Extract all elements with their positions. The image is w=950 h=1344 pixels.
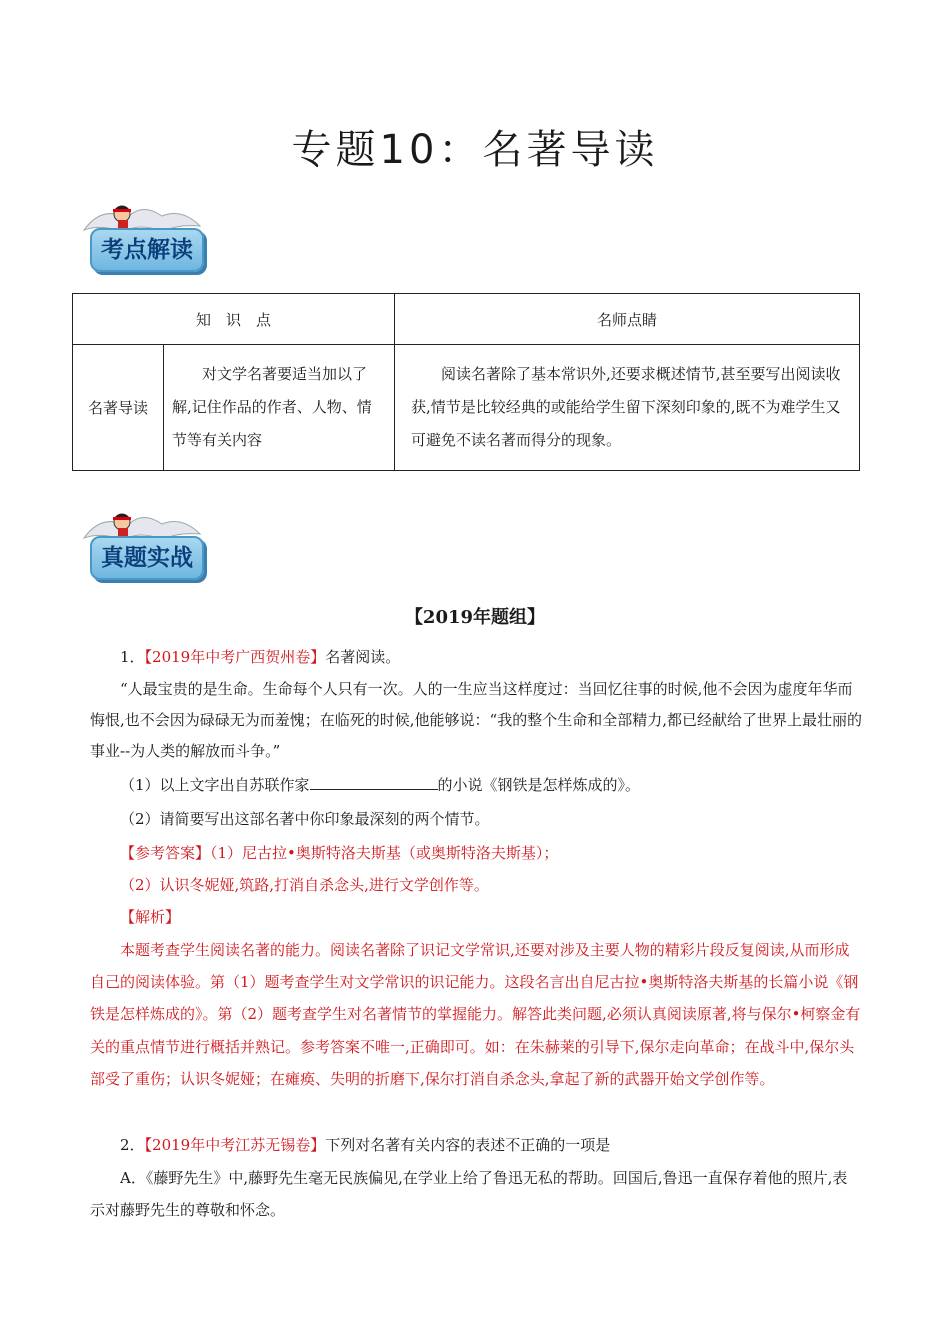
badge-label: 真题实战: [101, 544, 193, 571]
section-badge-zhenti: [82, 508, 207, 588]
row-label: 名著导读: [73, 345, 164, 471]
analysis-text: 本题考查学生阅读名著的能力。阅读名著除了识记文学常识,还要对涉及主要人物的精彩片段反复阅读,从而形成自己的阅读体验。第（1）题考查学生对文学常识的识记能力。这段名言出自尼古拉•奥斯特洛夫斯基的长篇小说《钢铁是怎样炼成的》。第（2）题考查学生对名著情节的掌握能力。解答此类问题,必须认真阅读原著,将与保尔•柯察金有关的重点情节进行概括并熟记。参考答案不唯一,正确即可。如：在朱赫莱的引导下,保尔走向革命；在战斗中,保尔头部受了重伤；认识冬妮娅；在瘫痪、失明的折磨下,保尔打消自杀念头,拿起了新的武器开始文学创作等。: [90, 941, 861, 1088]
badge-label: 考点解读: [101, 236, 193, 263]
question-prompt: 名著阅读。: [325, 648, 401, 666]
sub1-text: （1）以上文字出自苏联作家: [120, 776, 310, 794]
question-number: 1．: [120, 648, 145, 666]
analysis-label: 【解析】: [120, 908, 181, 926]
knowledge-cell: [164, 345, 395, 471]
answer-1: [120, 838, 862, 868]
question-1-sub2: （2）请简要写出这部名著中你印象最深刻的两个情节。: [120, 810, 490, 828]
tip-cell: [395, 345, 860, 471]
table-header-tip: 名师点睛: [395, 294, 860, 345]
knowledge-text: 对文学名著要适当加以了解,记住作品的作者、人物、情节等有关内容: [172, 365, 372, 449]
question-source: 【2019年中考江苏无锡卷】: [144, 1136, 326, 1154]
answer-label: 【参考答案】: [120, 844, 211, 862]
answer-text: （1）尼古拉•奥斯特洛夫斯基（或奥斯特洛夫斯基）；: [210, 844, 559, 862]
table-header-knowledge: 知 识 点: [73, 294, 395, 345]
section-badge-kaodian: [82, 200, 207, 280]
question-number: 2．: [120, 1136, 145, 1154]
question-2-option-a[interactable]: A．《藤野先生》中,藤野先生毫无民族偏见,在学业上给了鲁迅无私的帮助。回国后,鲁迅一直保存着他的照片,表示对藤野先生的尊敬和怀念。: [90, 1169, 848, 1219]
answer-2: （2）认识冬妮娅,筑路,打消自杀念头,进行文学创作等。: [120, 876, 489, 894]
question-source: 【2019年中考广西贺州卷】: [144, 648, 326, 666]
question-2-heading: [120, 1130, 862, 1160]
tip-text: 阅读名著除了基本常识外,还要求概述情节,甚至要写出阅读收获,情节是比较经典的或能给学生留下深刻印象的,既不为难学生又可避免不读名著而得分的现象。: [411, 365, 841, 449]
page-title: 专题10：名著导读: [291, 127, 659, 173]
group-title: 【2019年题组】: [404, 607, 546, 628]
knowledge-table: [72, 293, 860, 471]
question-prompt: 下列对名著有关内容的表述不正确的一项是: [325, 1136, 611, 1154]
question-1-sub1: [120, 770, 862, 800]
question-1-quote: “人最宝贵的是生命。生命每个人只有一次。人的一生应当这样度过：当回忆往事的时候,他不会因为虚度年华而悔恨,也不会因为碌碌无为而羞愧；在临死的时候,他能够说：“我的整个生命和全部精力,都已经献给了世界上最壮丽的事业--为人类的解放而斗争。”: [90, 680, 862, 760]
answer-blank[interactable]: [310, 773, 438, 790]
sub1-text-end: 的小说《钢铁是怎样炼成的》。: [437, 776, 641, 794]
question-1-heading: [120, 642, 862, 672]
